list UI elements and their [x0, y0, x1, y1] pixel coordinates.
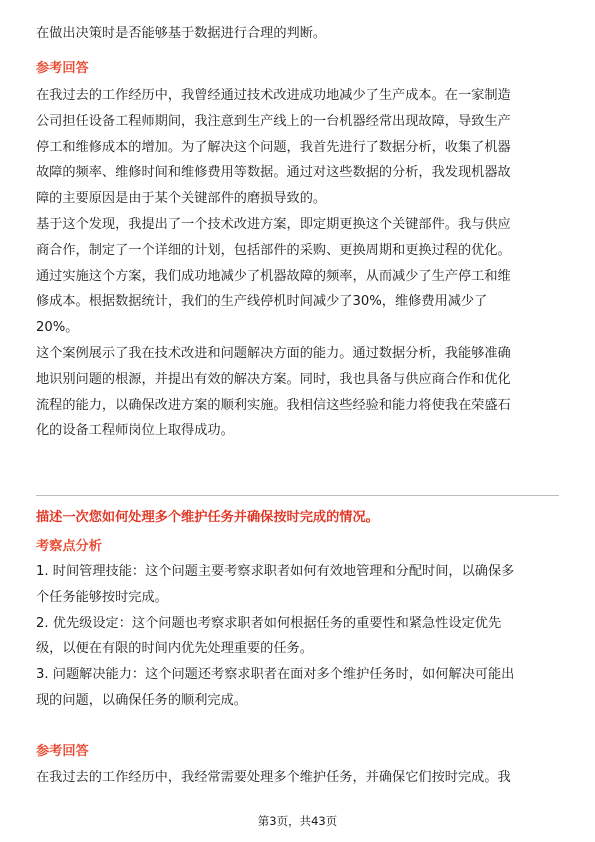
body-text-line: 通过实施这个方案，我们成功地减少了机器故障的频率，从而减少了生产停工和维 [36, 268, 511, 284]
body-text-line: 这个案例展示了我在技术改进和问题解决方面的能力。通过数据分析，我能够准确 [36, 345, 511, 361]
analysis-line: 1. 时间管理技能：这个问题主要考察求职者如何有效地管理和分配时间，以确保多 [36, 564, 515, 579]
body-text-line: 化的设备工程师岗位上取得成功。 [36, 423, 234, 439]
body-text-line: 在我过去的工作经历中，我经常需要处理多个维护任务，并确保它们按时完成。我 [36, 770, 511, 785]
body-text-line: 流程的能力，以确保改进方案的顺利实施。我相信这些经验和能力将使我在荣盛石 [36, 397, 511, 413]
body-text-line: 在我过去的工作经历中，我曾经通过技术改进成功地减少了生产成本。在一家制造 [36, 88, 511, 103]
reference-answer-heading: 参考回答 [36, 61, 89, 76]
body-text-line: 20%。 [36, 320, 79, 336]
body-text-line: 停工和维修成本的增加。为了解决这个问题，我首先进行了数据分析，收集了机器 [36, 139, 511, 155]
body-text-line: 基于这个发现，我提出了一个技术改进方案，即定期更换这个关键部件。我与供应 [36, 216, 511, 232]
analysis-heading: 考察点分析 [36, 539, 102, 554]
analysis-line: 2. 优先级设定：这个问题也考察求职者如何根据任务的重要性和紧急性设定优先 [36, 615, 502, 631]
question-heading: 描述一次您如何处理多个维护任务并确保按时完成的情况。 [36, 510, 379, 525]
page-number: 第3页，共43页 [257, 814, 338, 828]
reference-answer-body [36, 83, 511, 444]
analysis-line: 级，以便在有限的时间内优先处理重要的任务。 [36, 641, 313, 657]
body-text-line: 商合作，制定了一个详细的计划，包括部件的采购、更换周期和更换过程的优化。 [36, 242, 511, 258]
body-text-line: 修成本。根据数据统计，我们的生产线停机时间减少了30%，维修费用减少了 [36, 294, 488, 310]
reference-answer-heading: 参考回答 [36, 744, 89, 759]
analysis-line: 现的问题，以确保任务的顺利完成。 [36, 692, 247, 708]
section-divider [36, 495, 559, 496]
body-text-line: 公司担任设备工程师期间，我注意到生产线上的一台机器经常出现故障，导致生产 [36, 113, 511, 129]
body-text-line: 地识别问题的根源，并提出有效的解决方案。同时，我也具备与供应商合作和优化 [36, 371, 511, 387]
analysis-line: 个任务能够按时完成。 [36, 589, 168, 605]
analysis-line: 3. 问题解决能力：这个问题还考察求职者在面对多个维护任务时，如何解决可能出 [36, 667, 515, 683]
body-text-line: 在做出决策时是否能够基于数据进行合理的判断。 [36, 26, 327, 41]
body-text-line: 障的主要原因是由于某个关键部件的磨损导致的。 [36, 191, 327, 207]
reference-answer-body [36, 765, 511, 791]
body-text-line: 故障的频率、维修时间和维修费用等数据。通过对这些数据的分析，我发现机器故 [36, 165, 511, 181]
analysis-body [36, 559, 514, 714]
